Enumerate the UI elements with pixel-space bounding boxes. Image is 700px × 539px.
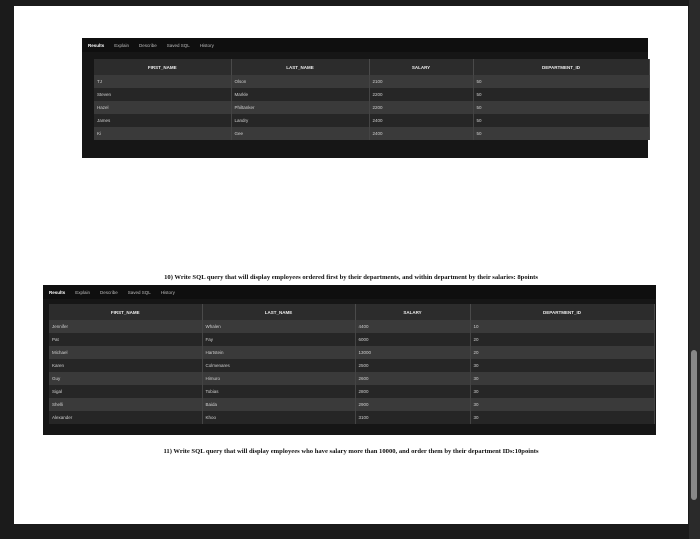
cell-last-name: Colmenares (202, 359, 355, 372)
cell-salary: 13000 (355, 346, 470, 359)
cell-last-name: Hartstein (202, 346, 355, 359)
table-row (49, 398, 654, 411)
cell-department-id: 50 (473, 88, 649, 101)
tab-explain[interactable]: Explain (114, 42, 130, 48)
cell-salary: 2100 (369, 75, 473, 88)
column-header-department-id[interactable]: DEPARTMENT_ID (470, 304, 654, 320)
scrollbar-thumb[interactable] (691, 350, 697, 500)
cell-first-name: Alexander (49, 411, 202, 424)
results-tabs-1 (82, 38, 648, 52)
cell-salary: 2400 (369, 114, 473, 127)
tab-saved-sql[interactable]: Saved SQL (166, 42, 190, 48)
cell-last-name: Fay (202, 333, 355, 346)
cell-last-name: Landry (231, 114, 369, 127)
cell-first-name: TJ (94, 75, 231, 88)
table-row (49, 333, 654, 346)
cell-last-name: Olson (231, 75, 369, 88)
cell-last-name: Tobias (202, 385, 355, 398)
cell-first-name: Jennifer (49, 320, 202, 333)
table-row (94, 88, 649, 101)
cell-department-id: 30 (470, 411, 654, 424)
results-panel-1 (82, 38, 648, 158)
table-row (94, 75, 649, 88)
cell-first-name: Sigal (49, 385, 202, 398)
cell-salary: 2200 (369, 101, 473, 114)
table-row (49, 346, 654, 359)
cell-department-id: 50 (473, 127, 649, 140)
question-10: 10) Write SQL query that will display employees ordered first by their departments, and within department by their salaries: 8points (164, 274, 538, 281)
column-header-last-name[interactable]: LAST_NAME (202, 304, 355, 320)
cell-first-name: Guy (49, 372, 202, 385)
cell-department-id: 30 (470, 398, 654, 411)
cell-department-id: 30 (470, 372, 654, 385)
column-header-first-name[interactable]: FIRST_NAME (94, 59, 231, 75)
cell-department-id: 50 (473, 75, 649, 88)
tab-history[interactable]: History (199, 42, 214, 48)
column-header-salary[interactable]: SALARY (369, 59, 473, 75)
cell-salary: 2600 (355, 372, 470, 385)
cell-last-name: Whalen (202, 320, 355, 333)
tab-explain[interactable]: Explain (75, 289, 91, 295)
cell-salary: 2200 (369, 88, 473, 101)
cell-first-name: Hazel (94, 101, 231, 114)
cell-first-name: Ki (94, 127, 231, 140)
cell-department-id: 20 (470, 333, 654, 346)
document-page (14, 6, 688, 524)
cell-first-name: Shelli (49, 398, 202, 411)
cell-last-name: Gee (231, 127, 369, 140)
cell-salary: 2500 (355, 359, 470, 372)
cell-last-name: Baida (202, 398, 355, 411)
cell-first-name: Steven (94, 88, 231, 101)
results-tabs-2 (43, 285, 656, 299)
cell-salary: 2900 (355, 398, 470, 411)
cell-last-name: Himuro (202, 372, 355, 385)
table-row (49, 411, 654, 424)
tab-history[interactable]: History (160, 289, 175, 295)
cell-first-name: Michael (49, 346, 202, 359)
cell-first-name: James (94, 114, 231, 127)
tab-describe[interactable]: Describe (139, 42, 157, 48)
cell-first-name: Karen (49, 359, 202, 372)
tab-describe[interactable]: Describe (100, 289, 118, 295)
results-table-1 (94, 59, 650, 140)
table-row (49, 372, 654, 385)
table-row (94, 101, 649, 114)
cell-department-id: 30 (470, 385, 654, 398)
cell-salary: 2800 (355, 385, 470, 398)
cell-department-id: 20 (470, 346, 654, 359)
column-header-department-id[interactable]: DEPARTMENT_ID (473, 59, 649, 75)
cell-salary: 6000 (355, 333, 470, 346)
tab-results[interactable]: Results (88, 42, 105, 48)
cell-department-id: 50 (473, 114, 649, 127)
vertical-scrollbar[interactable] (689, 0, 700, 539)
results-panel-2 (43, 285, 656, 435)
tab-saved-sql[interactable]: Saved SQL (127, 289, 151, 295)
cell-last-name: Markle (231, 88, 369, 101)
cell-department-id: 10 (470, 320, 654, 333)
cell-salary: 4400 (355, 320, 470, 333)
cell-salary: 2400 (369, 127, 473, 140)
table-row (94, 127, 649, 140)
cell-salary: 3100 (355, 411, 470, 424)
column-header-first-name[interactable]: FIRST_NAME (49, 304, 202, 320)
cell-department-id: 50 (473, 101, 649, 114)
table-row (49, 359, 654, 372)
tab-results[interactable]: Results (49, 289, 66, 295)
table-row (94, 114, 649, 127)
table-row (49, 320, 654, 333)
column-header-salary[interactable]: SALARY (355, 304, 470, 320)
table-row (49, 385, 654, 398)
column-header-last-name[interactable]: LAST_NAME (231, 59, 369, 75)
cell-last-name: Khoo (202, 411, 355, 424)
cell-first-name: Pat (49, 333, 202, 346)
cell-department-id: 30 (470, 359, 654, 372)
results-table-2 (49, 304, 655, 424)
question-11: 11) Write SQL query that will display employees who have salary more than 10000, and order them by their department IDs:10points (163, 448, 539, 455)
cell-last-name: Philtanker (231, 101, 369, 114)
